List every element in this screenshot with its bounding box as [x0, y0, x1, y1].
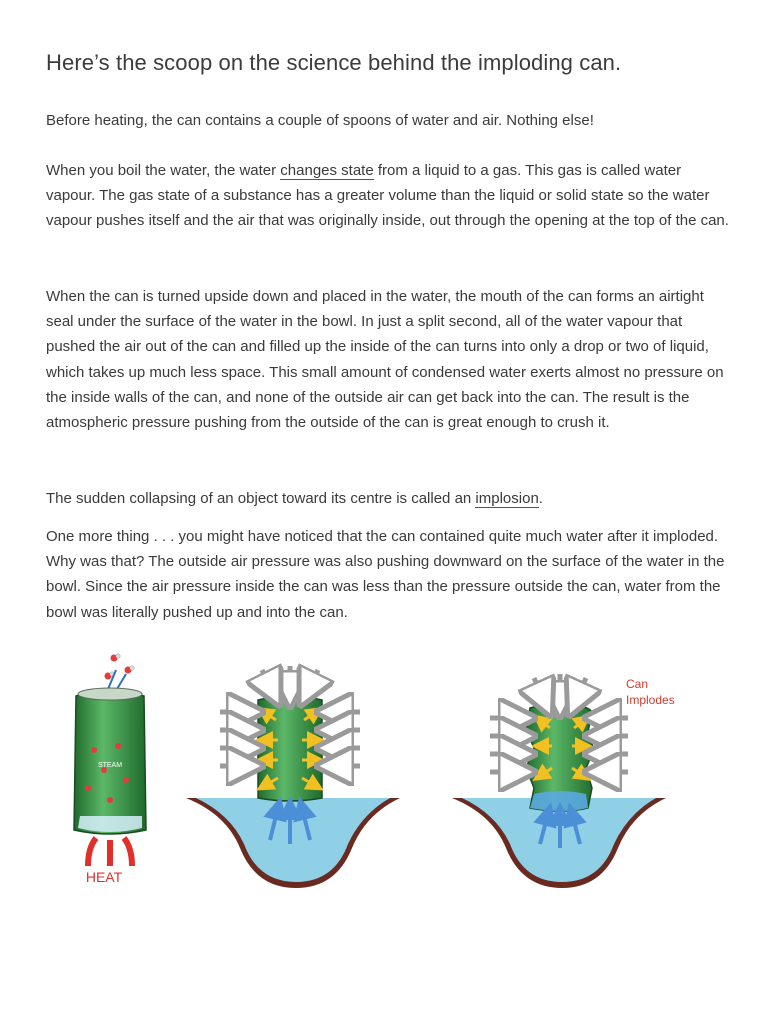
paragraph-boiling: [46, 158, 730, 234]
text-run: When you boil the water, the water: [46, 162, 281, 179]
paragraph-upside-down: When the can is turned upside down and placed in the water, the mouth of the can forms an airtight seal under the surface of the water in the bowl. In just a split second, all of the water vapour that pushed the air out of the can and filled up the inside of the can turns into only a drop or two of liquid, which takes up much less space. This small amount of condensed water exerts almost no pressure on the inside walls of the can, and none of the outside air can get back into the can. The result is the atmospheric pressure pushing from the outside of the can is great enough to crush it.: [46, 288, 724, 432]
can-implodes-label-line2: Implodes: [626, 693, 675, 707]
heat-arrows: [88, 838, 132, 866]
link-changes-state[interactable]: changes state: [280, 162, 374, 179]
can-implodes-label-line1: Can: [626, 677, 649, 691]
link-implosion[interactable]: implosion: [475, 490, 539, 507]
steam-label: STEAM: [97, 762, 123, 769]
imploding-can-illustration: [66, 648, 738, 898]
paragraph-implosion: [46, 486, 730, 511]
panel-can-in-bowl: [186, 666, 400, 888]
paragraph-one-more-thing: One more thing . . . you might have noticed that the can contained quite much water after it imploded. Why was that? The outside air pressure was also pushing downward on the surface of the water in the bowl. Since the air pressure inside the can was less than the pressure outside the can, water from the bowl was literally pushed up and into the can.: [46, 528, 725, 621]
bowl-water: [196, 798, 390, 882]
article-heading: Here’s the scoop on the science behind the imploding can.: [46, 50, 622, 75]
text-run: from a liquid to a gas. This gas is called water vapour. The gas state of a substance has a greater volume than the liquid or solid state so the water vapour pushes itself and the air that was originally inside, out through the opening at the top of the can.: [46, 162, 729, 230]
text-run: .: [538, 490, 543, 507]
panel-can-implodes: [452, 674, 675, 888]
text-run: The sudden collapsing of an object toward its centre is called an: [46, 490, 476, 507]
heat-label: HEAT: [85, 869, 123, 885]
paragraph-before-heating: Before heating, the can contains a couple of spoons of water and air. Nothing else!: [46, 112, 594, 129]
illustration-svg: [66, 648, 738, 898]
panel-heated-can: [74, 654, 146, 885]
